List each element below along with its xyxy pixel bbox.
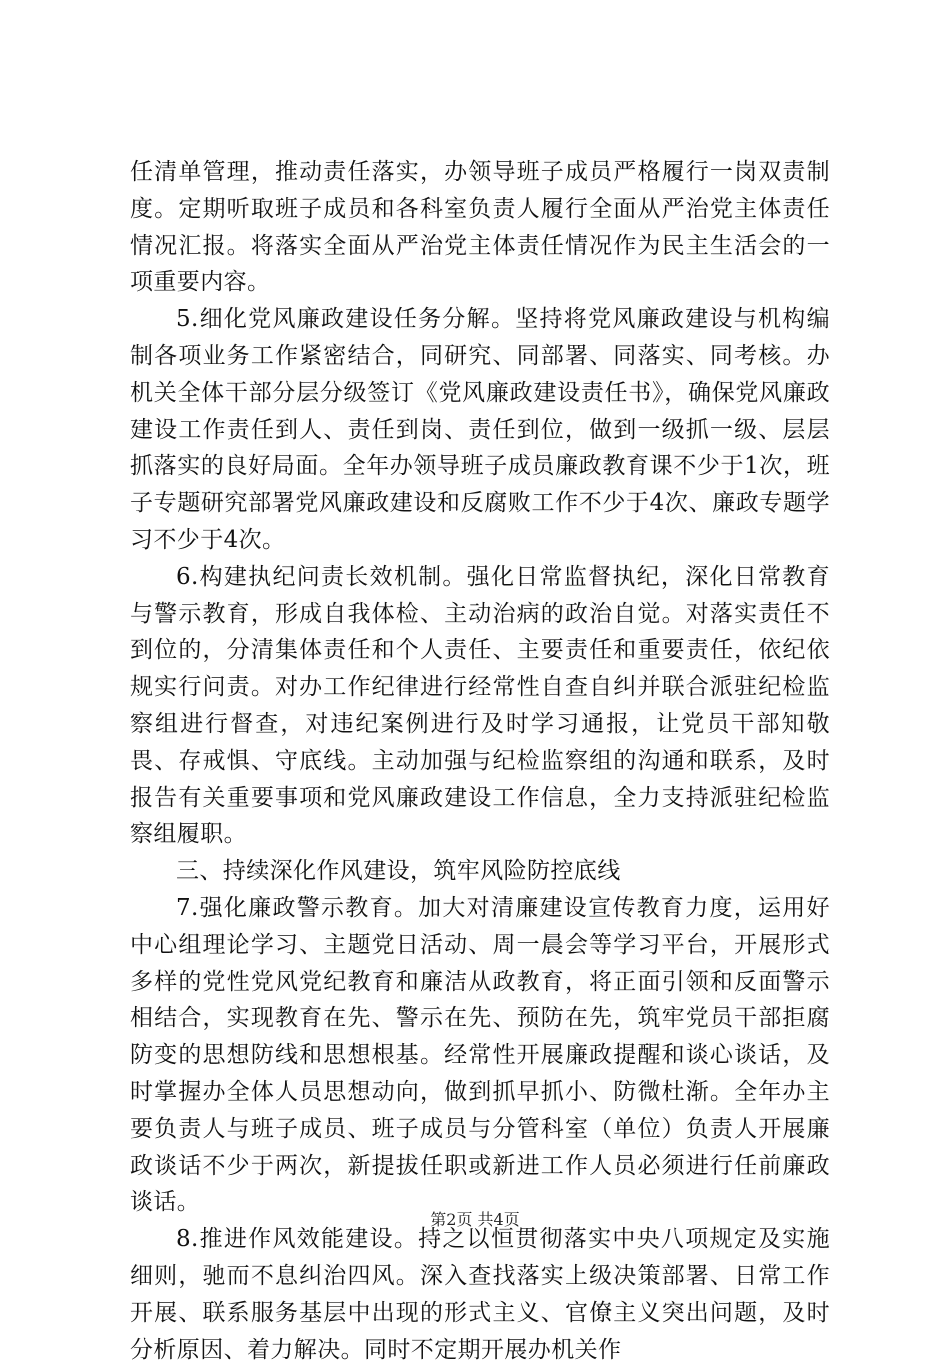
document-body [130, 154, 830, 1368]
paragraph-continuation: 任清单管理，推动责任落实，办领导班子成员严格履行一岗双责制度。定期听取班子成员和各科室负责人履行全面从严治党主体责任情况汇报。将落实全面从严治党主体责任情况作为民主生活会的一项重要内容。 [130, 159, 830, 296]
paragraph-item-5: 5.细化党风廉政建设任务分解。坚持将党风廉政建设与机构编制各项业务工作紧密结合，同研究、同部署、同落实、同考核。办机关全体干部分层分级签订《党风廉政建设责任书》，确保党风廉政建设工作责任到人、责任到岗、责任到位，做到一级抓一级、层层抓落实的良好局面。全年办领导班子成员廉政教育课不少于1次，班子专题研究部署党风廉政建设和反腐败工作不少于4次、廉政专题学习不少于4次。 [130, 306, 830, 553]
section-heading-3: 三、持续深化作风建设，筑牢风险防控底线 [176, 858, 621, 885]
paragraph-item-6: 6.构建执纪问责长效机制。强化日常监督执纪，深化日常教育与警示教育，形成自我体检、主动治病的政治自觉。对落实责任不到位的，分清集体责任和个人责任、主要责任和重要责任，依纪依规实行问责。对办工作纪律进行经常性自查自纠并联合派驻纪检监察组进行督查，对违纪案例进行及时学习通报，让党员干部知敬畏、存戒惧、守底线。主动加强与纪检监察组的沟通和联系，及时报告有关重要事项和党风廉政建设工作信息，全力支持派驻纪检监察组履职。 [130, 563, 830, 848]
page-number-footer: 第2页 共4页 [430, 1210, 520, 1229]
paragraph-item-8: 8.推进作风效能建设。持之以恒贯彻落实中央八项规定及实施细则，驰而不息纠治四风。深入查找落实上级决策部署、日常工作开展、联系服务基层中出现的形式主义、官僚主义突出问题，及时分析原因、着力解决。同时不定期开展办机关作 [130, 1226, 830, 1363]
paragraph-item-7: 7.强化廉政警示教育。加大对清廉建设宣传教育力度，运用好中心组理论学习、主题党日活动、周一晨会等学习平台，开展形式多样的党性党风党纪教育和廉洁从政教育，将正面引领和反面警示相结合，实现教育在先、警示在先、预防在先，筑牢党员干部拒腐防变的思想防线和思想根基。经常性开展廉政提醒和谈心谈话，及时掌握办全体人员思想动向，做到抓早抓小、防微杜渐。全年办主要负责人与班子成员、班子成员与分管科室（单位）负责人开展廉政谈话不少于两次，新提拔任职或新进工作人员必须进行任前廉政谈话。 [130, 894, 830, 1216]
